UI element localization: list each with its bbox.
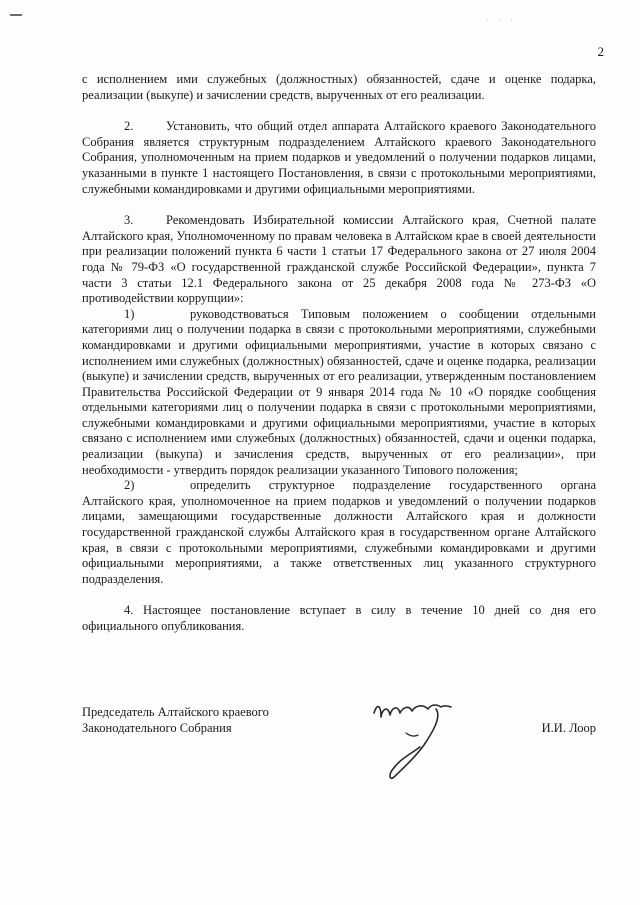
paragraph-3 [82,213,596,307]
subparagraph-1-text: руководствоваться Типовым положением о сообщении отдельными категориями лиц о получении подарка в связи с протокольными мероприятиями, служебными командировками и другими официальными мероприятиями, участие в которых связано с исполнением ими служебных (должностных) обязанностей, сдаче и оценке подарка, реализации (выкупе) и зачислении средств, вырученных от его реализации, утвержденным постановлением Правительства Российской Федерации от 9 января 2014 года № 10 «О порядке сообщения отдельными категориями лиц о получении подарка в связи с протокольными мероприятиями, служебными командировками и другими официальными мероприятиями, участие в которых связано с исполнением ими служебных (должностных) обязанностей, сдачи и оценки подарка, реализации (выкупа) и зачисления средств, вырученных от его реализации», при необходимости - утвердить порядок реализации указанного Типового положения; [82,306,596,477]
paragraph-continuation: с исполнением ими служебных (должностных) обязанностей, сдаче и оценке подарка, реализации (выкупе) и зачислении средств, вырученных от его реализации. [82,72,596,102]
scan-artifact-dots: · · · [486,16,517,24]
paragraph-3-number: 3. [124,213,134,228]
signer-title: Председатель Алтайского краевого Законодательного Собрания [82,705,269,735]
subparagraph-1 [82,307,596,479]
subparagraph-2 [82,478,596,587]
paragraph-2-number: 2. [124,119,134,134]
paragraph-4: 4. Настоящее постановление вступает в силу в течение 10 дней со дня его официального опубликования. [82,603,596,633]
subparagraph-1-number: 1) [124,306,135,321]
page-number: 2 [597,44,604,59]
handwritten-signature [368,693,488,788]
paragraph-3-text: Рекомендовать Избирательной комиссии Алтайского края, Счетной палате Алтайского края, Уполномоченному по правам человека в Алтайском крае в своей деятельности при реализации положений пункта 6 части 1 статьи 17 Федерального закона от 27 июля 2004 года № 79-ФЗ «О государственной гражданской службе Российской Федерации», пункта 7 части 3 статьи 12.1 Федерального закона от 25 декабря 2008 года № 273-ФЗ «О противодействии коррупции»: [82,213,596,306]
signer-name: И.И. Лоор [541,721,596,735]
scan-artifact [10,14,22,16]
signature-block [82,705,596,736]
subparagraph-2-number: 2) [124,478,135,493]
document-body [82,72,596,635]
subparagraph-2-text: определить структурное подразделение государственного органа Алтайского края, уполномоченное на прием подарков и уведомлений о получении подарков лицами, замещающими государственные должности Алтайского края и должности государственной гражданской службы Алтайского края в государственном органе Алтайского края, в связи с протокольными мероприятиями, служебными командировками и другими официальными мероприятиями, а также ответственных лиц указанного структурного подразделения. [82,478,596,586]
paragraph-2 [82,119,596,197]
paragraph-2-text: Установить, что общий отдел аппарата Алтайского краевого Законодательного Собрания является структурным подразделением Алтайского краевого Законодательного Собрания, уполномоченным на прием подарков и уведомлений о получении подарков лицами, указанными в пункте 1 настоящего Постановления, в связи с протокольными мероприятиями, служебными командировками и другими официальными мероприятиями. [82,119,596,196]
